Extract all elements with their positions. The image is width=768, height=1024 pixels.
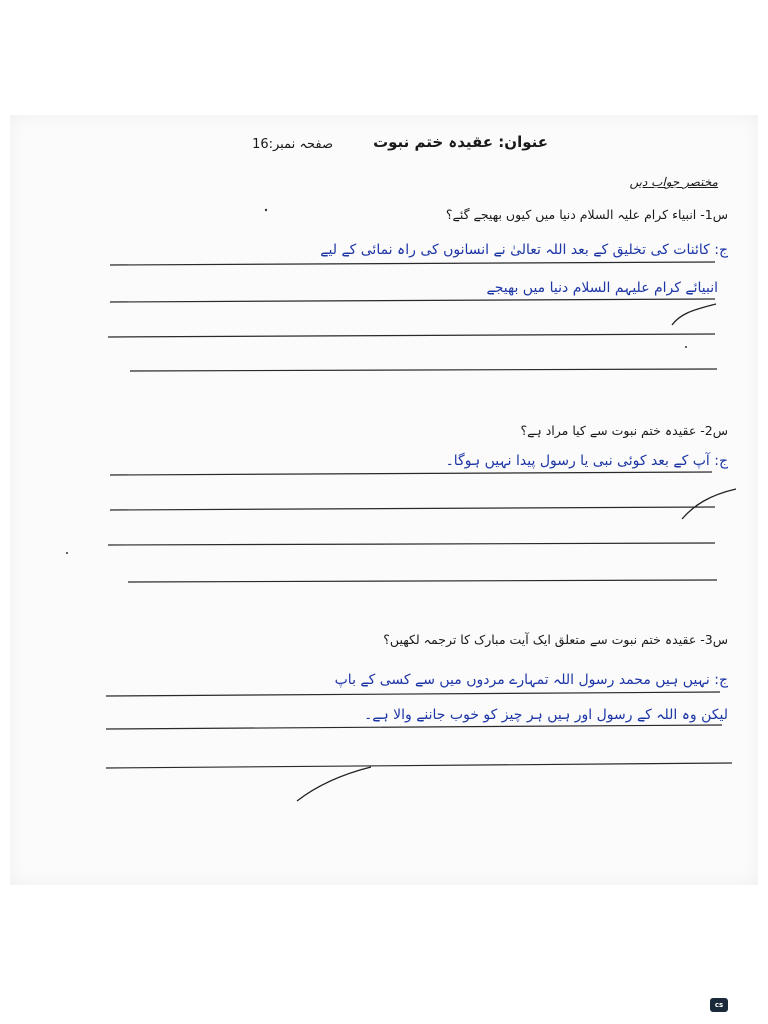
answer-1-line-2: انبیائے کرام علیہم السلام دنیا میں بھیجے [486, 280, 718, 296]
tick-mark-icon [295, 765, 375, 805]
worksheet-title: عنوان: عقیدہ ختم نبوت [373, 133, 548, 151]
rule-line [108, 543, 715, 545]
instruction-heading: مختصر جواب دیں [629, 175, 718, 189]
answer-2-line-1: ج: آپ کے بعد کوئی نبی یا رسول پیدا نہیں ہوگا۔ [445, 453, 728, 469]
rule-line [110, 507, 715, 510]
rule-line [106, 763, 732, 768]
tick-mark-icon [680, 487, 740, 527]
pen-dot [265, 209, 267, 211]
rule-line [108, 334, 715, 337]
rule-line [110, 262, 715, 265]
question-2: س2- عقیدہ ختم نبوت سے کیا مراد ہے؟ [520, 423, 728, 438]
ruled-lines [10, 115, 758, 885]
rule-line [106, 725, 722, 729]
pen-dot [685, 346, 687, 348]
pen-dot [66, 552, 68, 554]
tick-mark-icon [670, 300, 720, 330]
worksheet-page [10, 115, 758, 885]
answer-1-line-1: ج: کائنات کی تخلیق کے بعد اللہ تعالیٰ نے انسانوں کی راہ نمائی کے لیے [320, 242, 728, 258]
page-number: صفحہ نمبر:16 [252, 137, 333, 152]
question-3: س3- عقیدہ ختم نبوت سے متعلق ایک آیت مبارک کا ترجمہ لکھیں؟ [383, 632, 728, 647]
answer-3-line-1: ج: نہیں ہیں محمد رسول اللہ تمہارے مردوں میں سے کسی کے باپ [334, 672, 728, 688]
rule-line [106, 692, 720, 696]
question-1: س1- انبیاء کرام علیہ السلام دنیا میں کیوں بھیجے گئے؟ [445, 207, 728, 222]
rule-line [130, 369, 717, 371]
rule-line [110, 299, 715, 302]
rule-line [128, 580, 717, 582]
answer-3-line-2: لیکن وہ اللہ کے رسول اور ہیں ہر چیز کو خوب جاننے والا ہے۔ [364, 707, 728, 723]
rule-line [110, 472, 712, 475]
camscanner-logo-icon: cs [710, 998, 728, 1012]
